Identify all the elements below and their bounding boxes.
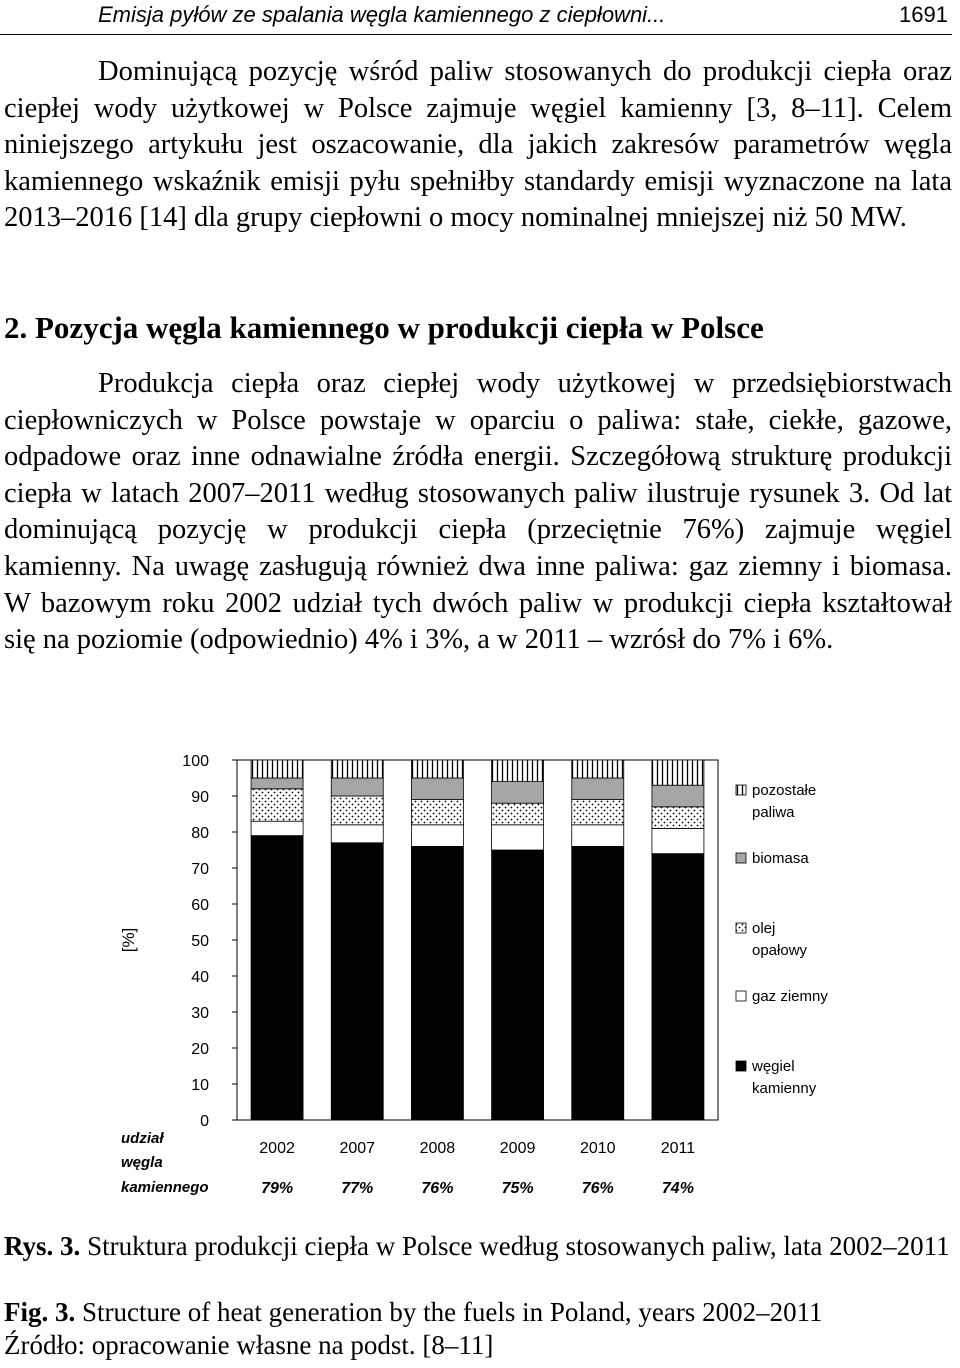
y-tick-label: 70 [191, 861, 209, 878]
bar-segment [652, 807, 704, 829]
y-tick-label: 50 [191, 933, 209, 950]
bar-segment [492, 782, 544, 804]
bar-segment [492, 803, 544, 825]
legend-label: gaz ziemny [752, 988, 828, 1005]
y-tick-label: 100 [182, 753, 209, 770]
legend-swatch [736, 853, 746, 863]
section-heading: 2. Pozycja węgla kamiennego w produkcji ciepła w Polsce [4, 310, 764, 345]
y-tick-label: 90 [191, 789, 209, 806]
bar-segment [251, 821, 303, 835]
bar-segment [652, 785, 704, 807]
bar-segment [411, 825, 463, 847]
coal-share-caption: kamiennego [121, 1179, 209, 1196]
bar-segment [411, 800, 463, 825]
bar-segment [652, 854, 704, 1120]
caption-en-text: Structure of heat generation by the fuels in Poland, years 2002–2011 [82, 1297, 823, 1327]
y-axis-label: [%] [119, 927, 138, 953]
fuel-structure-chart [0, 740, 960, 1210]
legend-label: biomasa [752, 850, 809, 867]
bar-segment [492, 760, 544, 782]
chart-svg [0, 740, 960, 1210]
y-tick-label: 80 [191, 825, 209, 842]
bar-segment [251, 836, 303, 1120]
bar-segment [411, 778, 463, 800]
caption-en-label: Fig. 3. [4, 1297, 76, 1327]
caption-pl-text: Struktura produkcji ciepła w Polsce według stosowanych paliw, lata 2002–2011 [87, 1231, 950, 1261]
bar-segment [572, 760, 624, 778]
legend-label: opałowy [752, 942, 808, 959]
bar-segment [572, 778, 624, 800]
bar-segment [652, 760, 704, 785]
bar-segment [492, 825, 544, 850]
y-tick-label: 0 [200, 1113, 209, 1130]
plot-area-frame [237, 760, 718, 1120]
legend-swatch [736, 1061, 746, 1071]
bar-segment [652, 828, 704, 853]
x-tick-label: 2009 [499, 1140, 536, 1157]
x-tick-label: 2008 [419, 1140, 456, 1157]
x-tick-label: 2011 [660, 1140, 696, 1157]
body-paragraph: Produkcja ciepła oraz ciepłej wody użytkowej w przedsiębiorstwach ciepłowniczych w Polsce powstaje w oparciu o paliwa: stałe, ciekłe, gazowe, odpadowe oraz inne odnawialne źródła energii. Szczegółową strukturę produkcji ciepła w latach 2007–2011 według stosowanych paliw ilustruje rysunek 3. Od lat dominującą pozycję w produkcji ciepła (przeciętnie 76%) zajmuje węgiel kamienny. Na uwagę zasługują również dwa inne paliwa: gaz ziemny i biomasa. W bazowym roku 2002 udział tych dwóch paliw w produkcji ciepła kształtował się na poziomie (odpowiednio) 4% i 3%, a w 2011 – wzrósł do 7% i 6%. [4, 368, 952, 656]
bar-segment [331, 825, 383, 843]
legend-swatch [736, 923, 746, 933]
y-tick-label: 20 [191, 1041, 209, 1058]
bar-segment [331, 796, 383, 825]
y-tick-label: 30 [191, 1005, 209, 1022]
bar-segment [572, 825, 624, 847]
coal-share-label: 76% [421, 1180, 454, 1197]
coal-share-caption: udział [121, 1130, 164, 1147]
figure-caption-en [4, 1296, 952, 1329]
coal-share-caption: węgla [121, 1154, 163, 1171]
legend-swatch [736, 991, 746, 1001]
bar-segment [572, 800, 624, 825]
figure-source: Źródło: opracowanie własne na podst. [8–11] [4, 1330, 494, 1360]
x-tick-label: 2007 [339, 1140, 376, 1157]
coal-share-label: 76% [581, 1180, 614, 1197]
bar-segment [251, 789, 303, 821]
y-tick-label: 60 [191, 897, 209, 914]
bar-segment [331, 843, 383, 1120]
coal-share-label: 75% [501, 1180, 534, 1197]
legend-label: olej [752, 920, 776, 937]
bar-segment [331, 760, 383, 778]
coal-share-label: 79% [261, 1180, 294, 1197]
y-tick-label: 40 [191, 969, 209, 986]
legend-label: kamienny [752, 1080, 817, 1097]
x-tick-label: 2002 [259, 1140, 295, 1157]
bar-segment [492, 850, 544, 1120]
legend-label: paliwa [752, 804, 795, 821]
coal-share-label: 77% [341, 1180, 374, 1197]
y-tick-label: 10 [191, 1077, 209, 1094]
legend-label: pozostałe [752, 782, 817, 799]
bar-segment [331, 778, 383, 796]
bar-segment [411, 846, 463, 1120]
figure-caption-pl [4, 1230, 952, 1263]
running-title: Emisja pyłów ze spalania węgla kamiennego z ciepłowni... [98, 2, 666, 27]
page-number: 1691 [899, 2, 948, 27]
x-tick-label: 2010 [579, 1140, 616, 1157]
running-header [0, 0, 952, 35]
caption-pl-label: Rys. 3. [4, 1231, 81, 1261]
bar-segment [572, 846, 624, 1120]
bar-segment [251, 760, 303, 778]
coal-share-label: 74% [661, 1180, 694, 1197]
legend-label: węgiel [752, 1058, 795, 1075]
bar-segment [251, 778, 303, 789]
legend-swatch [736, 785, 746, 795]
bar-segment [411, 760, 463, 778]
intro-paragraph: Dominującą pozycję wśród paliw stosowanych do produkcji ciepła oraz ciepłej wody użytkowej w Polsce zajmuje węgiel kamienny [3, 8–11]. Celem niniejszego artykułu jest oszacowanie, dla jakich zakresów parametrów węgla kamiennego wskaźnik emisji pyłu spełniłby standardy emisji wyznaczone na lata 2013–2016 [14] dla grupy ciepłowni o mocy nominalnej mniejszej niż 50 MW. [4, 56, 952, 234]
